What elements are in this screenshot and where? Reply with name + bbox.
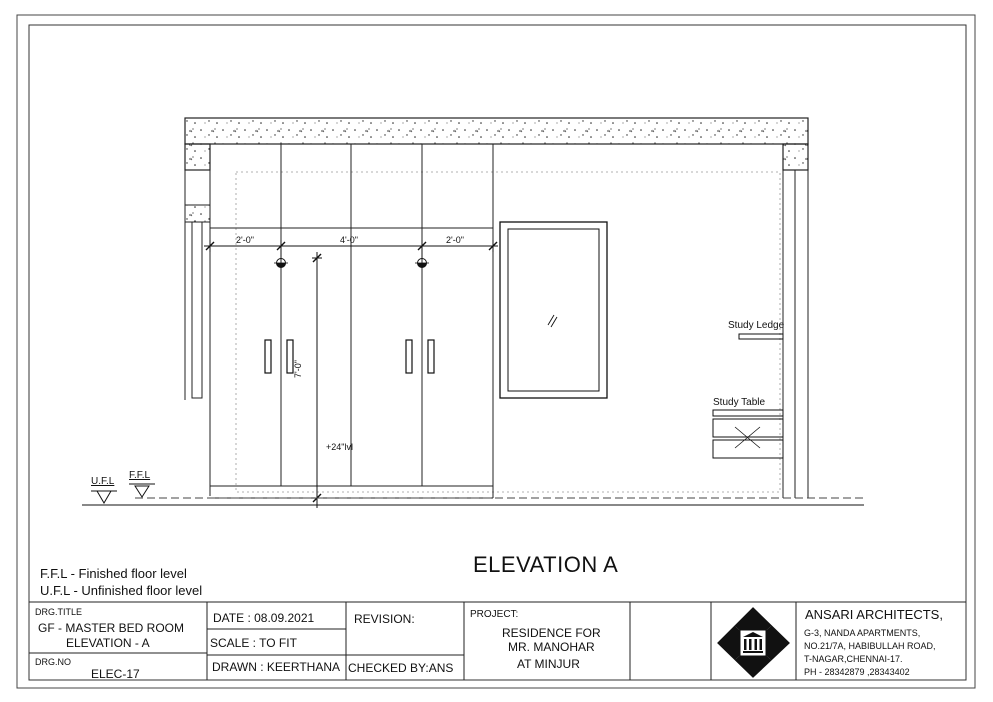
drg-title-line1: GF - MASTER BED ROOM xyxy=(38,621,185,635)
door-handle xyxy=(406,340,412,373)
scale-field: SCALE : TO FIT xyxy=(210,636,297,650)
dimension-label: 4'-0" xyxy=(340,235,358,245)
drg-title-label: DRG.TITLE xyxy=(35,607,83,617)
drg-title-line2: ELEVATION - A xyxy=(66,636,150,650)
revision-field: REVISION: xyxy=(354,612,415,626)
study-table-label: Study Table xyxy=(713,397,766,408)
drawn-field: DRAWN : KEERTHANA xyxy=(212,660,341,674)
roof-slab xyxy=(185,118,808,144)
ffl-marker-icon xyxy=(129,484,155,497)
study-ledge-label: Study Ledge xyxy=(728,320,785,331)
drawing-heading: ELEVATION A xyxy=(473,552,619,577)
left-jamb xyxy=(192,222,202,398)
study-ledge xyxy=(739,334,783,339)
project-label: PROJECT: xyxy=(470,609,519,620)
door-handle xyxy=(265,340,271,373)
project-line1: RESIDENCE FOR xyxy=(502,626,601,640)
window-frame-outer xyxy=(500,222,607,398)
dimension-label-vertical: 7'-0" xyxy=(293,360,303,378)
checked-field: CHECKED BY:ANS xyxy=(348,661,454,675)
vertical-dimension xyxy=(312,252,322,508)
firm-address: G-3, NANDA APARTMENTS, xyxy=(804,628,921,638)
ffl-label: F.F.L xyxy=(129,470,151,481)
date-field: DATE : 08.09.2021 xyxy=(213,611,315,625)
project-line2: MR. MANOHAR xyxy=(508,640,595,654)
door-handle xyxy=(428,340,434,373)
firm-address: NO.21/7A, HABIBULLAH ROAD, xyxy=(804,641,936,651)
ufl-marker-icon xyxy=(91,491,117,503)
dimension-label: 2'-0" xyxy=(446,235,464,245)
beam-right xyxy=(783,144,808,170)
level-note: +24"lvl xyxy=(326,442,353,452)
drg-no: ELEC-17 xyxy=(91,667,140,681)
study-table xyxy=(713,410,783,458)
legend-ufl: U.F.L - Unfinished floor level xyxy=(40,583,203,598)
dimension-label: 2'-0" xyxy=(236,235,254,245)
project-line3: AT MINJUR xyxy=(517,657,580,671)
lintel-left xyxy=(185,205,210,222)
firm-logo xyxy=(718,608,789,677)
firm-phone: PH - 28342879 ,28343402 xyxy=(804,667,910,677)
window-frame-inner xyxy=(508,229,599,391)
drg-no-label: DRG.NO xyxy=(35,657,71,667)
legend-ffl: F.F.L - Finished floor level xyxy=(40,566,187,581)
beam-left xyxy=(185,144,210,170)
firm-name: ANSARI ARCHITECTS, xyxy=(805,607,943,622)
firm-address: T-NAGAR,CHENNAI-17. xyxy=(804,654,903,664)
ufl-label: U.F.L xyxy=(91,476,115,487)
